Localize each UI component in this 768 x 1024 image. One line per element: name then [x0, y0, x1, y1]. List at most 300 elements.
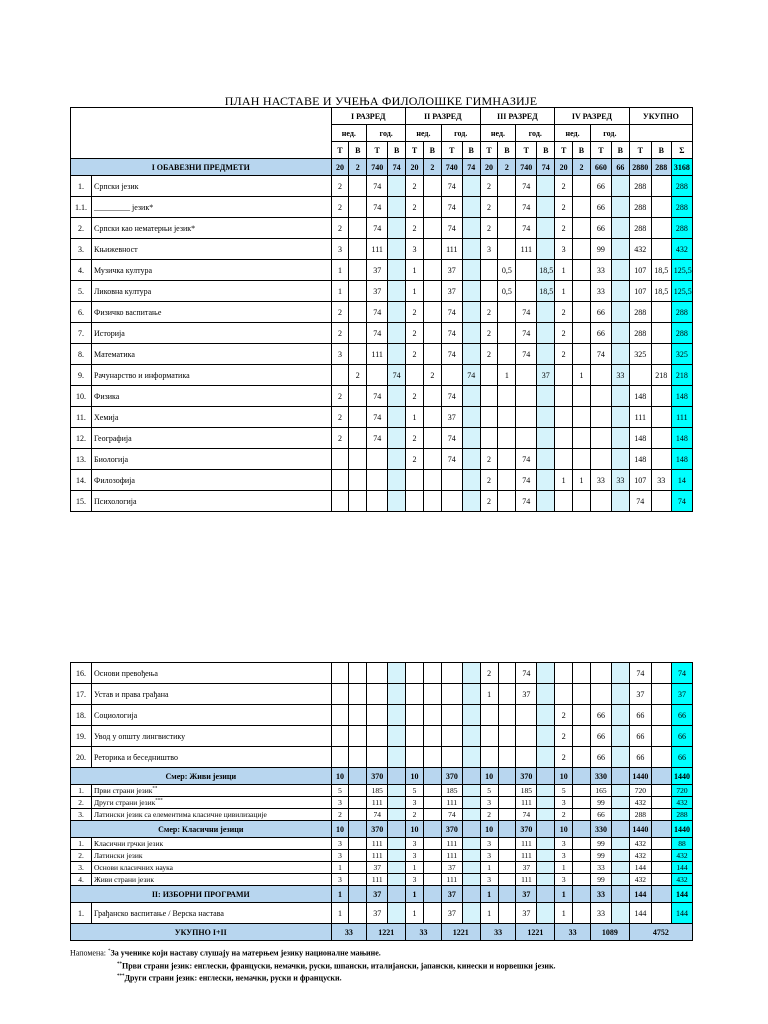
value-cell [590, 386, 611, 407]
section-cell [537, 768, 555, 785]
value-cell [611, 428, 629, 449]
value-cell: 37 [516, 684, 537, 705]
value-cell [423, 470, 441, 491]
value-cell [498, 176, 516, 197]
value-cell [462, 302, 480, 323]
value-cell [573, 705, 591, 726]
section-cell: 20 [480, 159, 498, 176]
row-number: 6. [71, 302, 92, 323]
value-cell [611, 218, 629, 239]
value-cell: 66 [671, 747, 692, 768]
value-cell [573, 726, 591, 747]
value-cell [367, 449, 388, 470]
value-cell [516, 407, 537, 428]
value-cell [423, 705, 441, 726]
value-cell: 66 [629, 705, 651, 726]
value-cell: 0,5 [498, 260, 516, 281]
value-cell: 37 [367, 281, 388, 302]
value-cell: 66 [591, 705, 612, 726]
value-cell: 3 [480, 797, 498, 809]
section-title: Смер: Класични језици [71, 821, 332, 838]
table-row [71, 428, 693, 449]
value-cell: 288 [629, 197, 651, 218]
value-cell [441, 365, 462, 386]
value-cell: 432 [671, 874, 692, 886]
value-cell [537, 218, 555, 239]
value-cell: 111 [367, 850, 388, 862]
value-cell: 3 [555, 850, 573, 862]
value-cell [612, 809, 630, 821]
subject-name [92, 281, 332, 302]
value-cell: 3 [331, 850, 349, 862]
value-cell [367, 747, 388, 768]
value-cell: 74 [516, 663, 537, 684]
value-cell: 37 [516, 862, 537, 874]
value-cell [651, 302, 671, 323]
note-2: Први страни језик: енглески, француски, немачки, руски, шпански, италијански, јапански, кинески и норвешки језик. [122, 961, 556, 971]
subject-label: Историја [94, 328, 125, 338]
row-number: 3. [71, 239, 92, 260]
table-row [71, 365, 693, 386]
value-cell: 720 [671, 785, 692, 797]
value-cell [480, 428, 498, 449]
row-number: 4. [71, 260, 92, 281]
section-cell: 288 [651, 159, 671, 176]
subject-label: Класични грчки језик [94, 839, 164, 848]
subject-label: Математика [94, 349, 135, 359]
value-cell [349, 302, 367, 323]
value-cell [555, 428, 573, 449]
value-cell [480, 260, 498, 281]
value-cell: 37 [441, 407, 462, 428]
section-cell: 20 [555, 159, 573, 176]
value-cell [612, 705, 630, 726]
value-cell [573, 218, 591, 239]
value-cell [651, 176, 671, 197]
value-cell [423, 176, 441, 197]
section-cell: 1440 [671, 821, 692, 838]
subject-label: Српски као нематерњи језик* [94, 223, 196, 233]
row-number: 1. [71, 903, 92, 924]
section-cell [349, 886, 367, 903]
value-cell: 3 [406, 797, 424, 809]
value-cell [537, 797, 555, 809]
value-cell: 66 [591, 747, 612, 768]
value-cell [612, 862, 630, 874]
value-cell [423, 809, 441, 821]
section-cell: 1 [555, 886, 573, 903]
value-cell: 99 [591, 838, 612, 850]
value-cell: 2 [406, 197, 424, 218]
value-cell: 2 [423, 365, 441, 386]
value-cell [349, 809, 367, 821]
value-cell [441, 726, 462, 747]
value-cell [423, 903, 441, 924]
value-cell [651, 386, 671, 407]
value-cell [573, 809, 591, 821]
value-cell [651, 838, 671, 850]
value-cell: 2 [480, 449, 498, 470]
value-cell: 3 [406, 850, 424, 862]
value-cell [537, 176, 555, 197]
section-cell [462, 821, 480, 838]
section-cell [349, 768, 367, 785]
section-cell: 20 [406, 159, 424, 176]
value-cell [573, 302, 591, 323]
value-cell [367, 726, 388, 747]
value-cell: 2 [480, 491, 498, 512]
practice-header: В [611, 142, 629, 159]
value-cell [537, 470, 555, 491]
footnote-marker: *** [155, 798, 163, 804]
section-title: I ОБАВЕЗНИ ПРЕДМЕТИ [71, 159, 332, 176]
value-cell [537, 344, 555, 365]
value-cell [331, 726, 349, 747]
subject-name [92, 726, 332, 747]
value-cell: 3 [555, 874, 573, 886]
value-cell: 2 [406, 386, 424, 407]
table-row [71, 386, 693, 407]
row-number: 3. [71, 862, 92, 874]
value-cell [555, 407, 573, 428]
value-cell [612, 684, 630, 705]
subject-label: _________ језик* [94, 202, 154, 212]
subject-name [92, 197, 332, 218]
table-row [71, 663, 693, 684]
value-cell [537, 809, 555, 821]
value-cell: 2 [331, 197, 349, 218]
section-cell [573, 886, 591, 903]
value-cell [388, 874, 406, 886]
value-cell [498, 726, 516, 747]
section-cell [423, 886, 441, 903]
value-cell [331, 705, 349, 726]
value-cell: 185 [441, 785, 462, 797]
value-cell: 2 [480, 809, 498, 821]
value-cell: 74 [367, 809, 388, 821]
value-cell: 74 [516, 197, 537, 218]
section-cell: 370 [516, 768, 537, 785]
row-number: 20. [71, 747, 92, 768]
value-cell [462, 470, 480, 491]
subject-label: Психологија [94, 496, 137, 506]
value-cell [516, 726, 537, 747]
value-cell [537, 663, 555, 684]
value-cell [651, 874, 671, 886]
value-cell: 74 [388, 365, 406, 386]
value-cell [480, 365, 498, 386]
value-cell [462, 344, 480, 365]
practice-header: В [388, 142, 406, 159]
value-cell: 111 [367, 874, 388, 886]
subject-name [92, 344, 332, 365]
value-cell: 2 [480, 344, 498, 365]
value-cell [462, 684, 480, 705]
notes-label: Напомена: [70, 948, 107, 958]
subject-label: Књижевност [94, 244, 138, 254]
table-row [71, 239, 693, 260]
subject-label: Реторика и беседништво [94, 752, 178, 762]
section-cell: 1440 [629, 821, 651, 838]
value-cell: 74 [441, 176, 462, 197]
theory-header: Т [367, 142, 388, 159]
value-cell [498, 239, 516, 260]
value-cell: 148 [671, 428, 692, 449]
value-cell: 74 [516, 809, 537, 821]
value-cell [423, 797, 441, 809]
value-cell [462, 323, 480, 344]
section-title: II: ИЗБОРНИ ПРОГРАМИ [71, 886, 332, 903]
value-cell [406, 365, 424, 386]
value-cell [498, 903, 516, 924]
row-number: 3. [71, 809, 92, 821]
section-cell: 740 [516, 159, 537, 176]
value-cell: 432 [629, 850, 651, 862]
value-cell [462, 850, 480, 862]
value-cell [480, 726, 498, 747]
value-cell: 37 [516, 903, 537, 924]
value-cell: 2 [480, 176, 498, 197]
value-cell [462, 747, 480, 768]
section-title: Смер: Живи језици [71, 768, 332, 785]
row-number: 2. [71, 797, 92, 809]
value-cell: 74 [441, 809, 462, 821]
value-cell [480, 407, 498, 428]
row-number: 2. [71, 218, 92, 239]
value-cell: 3 [331, 344, 349, 365]
value-cell [651, 850, 671, 862]
subject-name [92, 260, 332, 281]
value-cell [573, 903, 591, 924]
grand-total-cell: 33 [555, 924, 591, 941]
value-cell [611, 407, 629, 428]
value-cell [651, 747, 671, 768]
subject-name [92, 239, 332, 260]
value-cell [349, 176, 367, 197]
value-cell [388, 218, 406, 239]
value-cell: 33 [591, 903, 612, 924]
value-cell: 2 [331, 407, 349, 428]
section-cell [423, 821, 441, 838]
row-number: 9. [71, 365, 92, 386]
section-cell [498, 768, 516, 785]
value-cell [349, 344, 367, 365]
value-cell: 5 [406, 785, 424, 797]
value-cell: 2 [555, 809, 573, 821]
value-cell [462, 491, 480, 512]
value-cell: 144 [671, 862, 692, 874]
value-cell [388, 239, 406, 260]
section-cell: 1 [331, 886, 349, 903]
value-cell [651, 323, 671, 344]
value-cell [423, 449, 441, 470]
row-number: 17. [71, 684, 92, 705]
grand-total-cell: 1221 [367, 924, 406, 941]
value-cell [423, 281, 441, 302]
section-cell: 37 [516, 886, 537, 903]
row-number: 1. [71, 785, 92, 797]
value-cell [516, 260, 537, 281]
table-row [71, 726, 693, 747]
table-row [71, 197, 693, 218]
value-cell [573, 407, 591, 428]
value-cell: 2 [406, 809, 424, 821]
value-cell [462, 260, 480, 281]
section-cell: 2880 [629, 159, 651, 176]
row-number: 5. [71, 281, 92, 302]
corner-cell [71, 108, 332, 159]
value-cell [349, 874, 367, 886]
value-cell [611, 344, 629, 365]
value-cell [331, 684, 349, 705]
subject-name [92, 449, 332, 470]
value-cell [349, 838, 367, 850]
value-cell [537, 705, 555, 726]
value-cell: 37 [671, 684, 692, 705]
value-cell: 288 [629, 176, 651, 197]
section-cell [612, 886, 630, 903]
value-cell [498, 449, 516, 470]
value-cell [388, 491, 406, 512]
value-cell: 2 [349, 365, 367, 386]
value-cell [537, 491, 555, 512]
total-sub-header [629, 125, 692, 142]
value-cell [573, 491, 591, 512]
subject-label: Основи превођења [94, 668, 158, 678]
value-cell [651, 663, 671, 684]
row-number: 16. [71, 663, 92, 684]
value-cell: 107 [629, 470, 651, 491]
value-cell: 37 [367, 260, 388, 281]
value-cell [406, 663, 424, 684]
value-cell [612, 838, 630, 850]
section-cell [388, 821, 406, 838]
value-cell [388, 260, 406, 281]
section-cell [349, 821, 367, 838]
value-cell [516, 747, 537, 768]
value-cell: 1 [480, 903, 498, 924]
value-cell [537, 684, 555, 705]
section-cell: 1440 [629, 768, 651, 785]
value-cell [349, 903, 367, 924]
value-cell: 2 [555, 218, 573, 239]
value-cell: 111 [367, 797, 388, 809]
value-cell [331, 470, 349, 491]
value-cell [367, 663, 388, 684]
value-cell: 74 [367, 302, 388, 323]
section-cell: 10 [480, 768, 498, 785]
section-cell: 74 [537, 159, 555, 176]
value-cell: 144 [629, 903, 651, 924]
value-cell [349, 323, 367, 344]
value-cell: 3 [331, 838, 349, 850]
value-cell [651, 797, 671, 809]
value-cell [441, 491, 462, 512]
table-row [71, 684, 693, 705]
value-cell [573, 449, 591, 470]
value-cell: 2 [480, 197, 498, 218]
value-cell: 111 [516, 850, 537, 862]
value-cell [349, 862, 367, 874]
section-cell [573, 821, 591, 838]
value-cell: 185 [516, 785, 537, 797]
section-cell: 10 [331, 821, 349, 838]
value-cell [349, 470, 367, 491]
subject-label: Латински језик са елементима класичне цивилизације [94, 810, 267, 819]
value-cell: 3 [406, 838, 424, 850]
table-row [71, 470, 693, 491]
value-cell [367, 470, 388, 491]
subject-label: Латински језик [94, 851, 143, 860]
value-cell [611, 491, 629, 512]
table-row [71, 218, 693, 239]
value-cell [590, 491, 611, 512]
value-cell: 3 [555, 797, 573, 809]
value-cell [423, 747, 441, 768]
section-cell: 2 [498, 159, 516, 176]
value-cell: 1 [331, 281, 349, 302]
section-cell: 370 [367, 821, 388, 838]
subject-label: Увод у општу лингвистику [94, 731, 186, 741]
note-3-marker: *** [117, 974, 125, 980]
value-cell [629, 365, 651, 386]
value-cell: 33 [590, 281, 611, 302]
value-cell: 74 [367, 323, 388, 344]
table-row [71, 281, 693, 302]
value-cell [388, 663, 406, 684]
row-number: 18. [71, 705, 92, 726]
value-cell [498, 684, 516, 705]
value-cell: 111 [441, 838, 462, 850]
subject-label: Устав и права грађана [94, 689, 169, 699]
value-cell: 37 [629, 684, 651, 705]
value-cell [537, 428, 555, 449]
value-cell: 74 [629, 663, 651, 684]
value-cell: 1 [406, 407, 424, 428]
value-cell [388, 197, 406, 218]
value-cell: 74 [590, 344, 611, 365]
value-cell: 165 [591, 785, 612, 797]
value-cell: 2 [331, 218, 349, 239]
practice-header: В [498, 142, 516, 159]
value-cell: 1 [331, 862, 349, 874]
value-cell: 148 [671, 386, 692, 407]
value-cell [651, 449, 671, 470]
value-cell [349, 218, 367, 239]
value-cell [423, 218, 441, 239]
page-title: ПЛАН НАСТАВЕ И УЧЕЊА ФИЛОЛОШКЕ ГИМНАЗИЈЕ [224, 94, 538, 108]
value-cell: 66 [590, 176, 611, 197]
value-cell [349, 491, 367, 512]
value-cell [423, 386, 441, 407]
table-row [71, 407, 693, 428]
value-cell: 2 [331, 176, 349, 197]
value-cell [423, 302, 441, 323]
note-2-marker: ** [117, 961, 122, 967]
practice-header: В [462, 142, 480, 159]
value-cell [462, 281, 480, 302]
value-cell [611, 239, 629, 260]
value-cell: 3 [406, 874, 424, 886]
grade-4-header: IV РАЗРЕД [555, 108, 630, 125]
value-cell: 3 [480, 838, 498, 850]
value-cell: 74 [671, 663, 692, 684]
weekly-header: нед. [555, 125, 591, 142]
section-cell: 74 [462, 159, 480, 176]
value-cell [388, 705, 406, 726]
value-cell [573, 239, 591, 260]
value-cell: 3 [331, 874, 349, 886]
